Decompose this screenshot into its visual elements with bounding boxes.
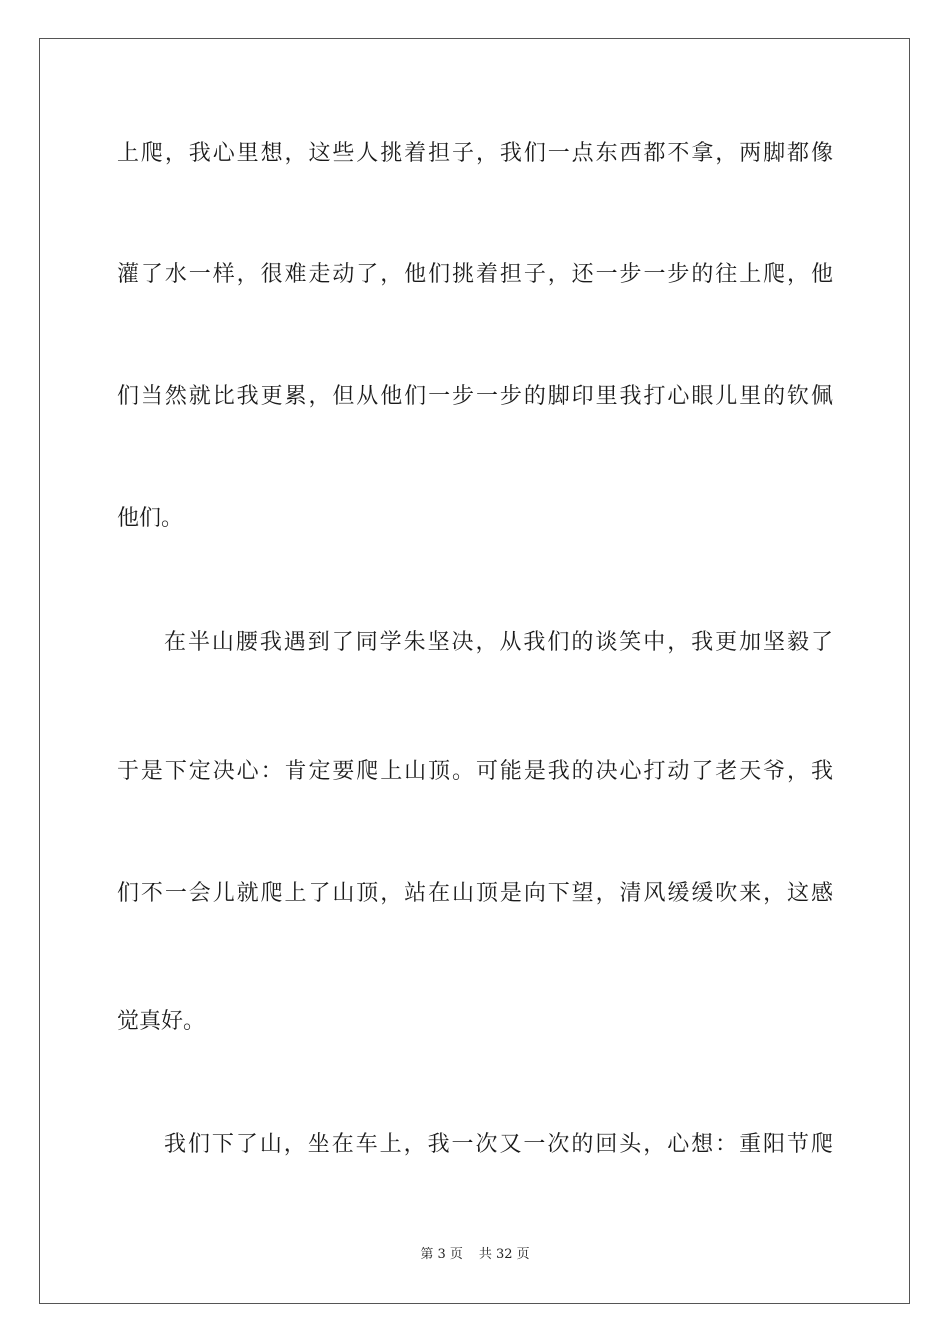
total-pages: 共 32 页 — [478, 1247, 530, 1262]
paragraph-first-line: 我们下了山，坐在车上，我一次又一次的回头，心想：重阳节爬 — [164, 1132, 833, 1157]
text-line: 上爬，我心里想，这些人挑着担子，我们一点东西都不拿，两脚都像 — [117, 141, 833, 166]
text-line: 灌了水一样，很难走动了，他们挑着担子，还一步一步的往上爬，他 — [117, 262, 833, 287]
text-line: 们不一会儿就爬上了山顶，站在山顶是向下望，清风缓缓吹来，这感 — [117, 881, 833, 906]
text-line: 觉真好。 — [117, 1009, 206, 1034]
page-number: 第 3 页 — [420, 1247, 463, 1262]
page-border — [39, 38, 910, 1304]
page-footer — [0, 1246, 950, 1264]
text-line: 于是下定决心：肯定要爬上山顶。可能是我的决心打动了老天爷，我 — [117, 759, 833, 784]
paragraph-first-line: 在半山腰我遇到了同学朱坚决，从我们的谈笑中，我更加坚毅了 — [164, 630, 833, 655]
text-line: 们当然就比我更累，但从他们一步一步的脚印里我打心眼儿里的钦佩 — [117, 384, 833, 409]
text-line: 他们。 — [117, 506, 184, 531]
